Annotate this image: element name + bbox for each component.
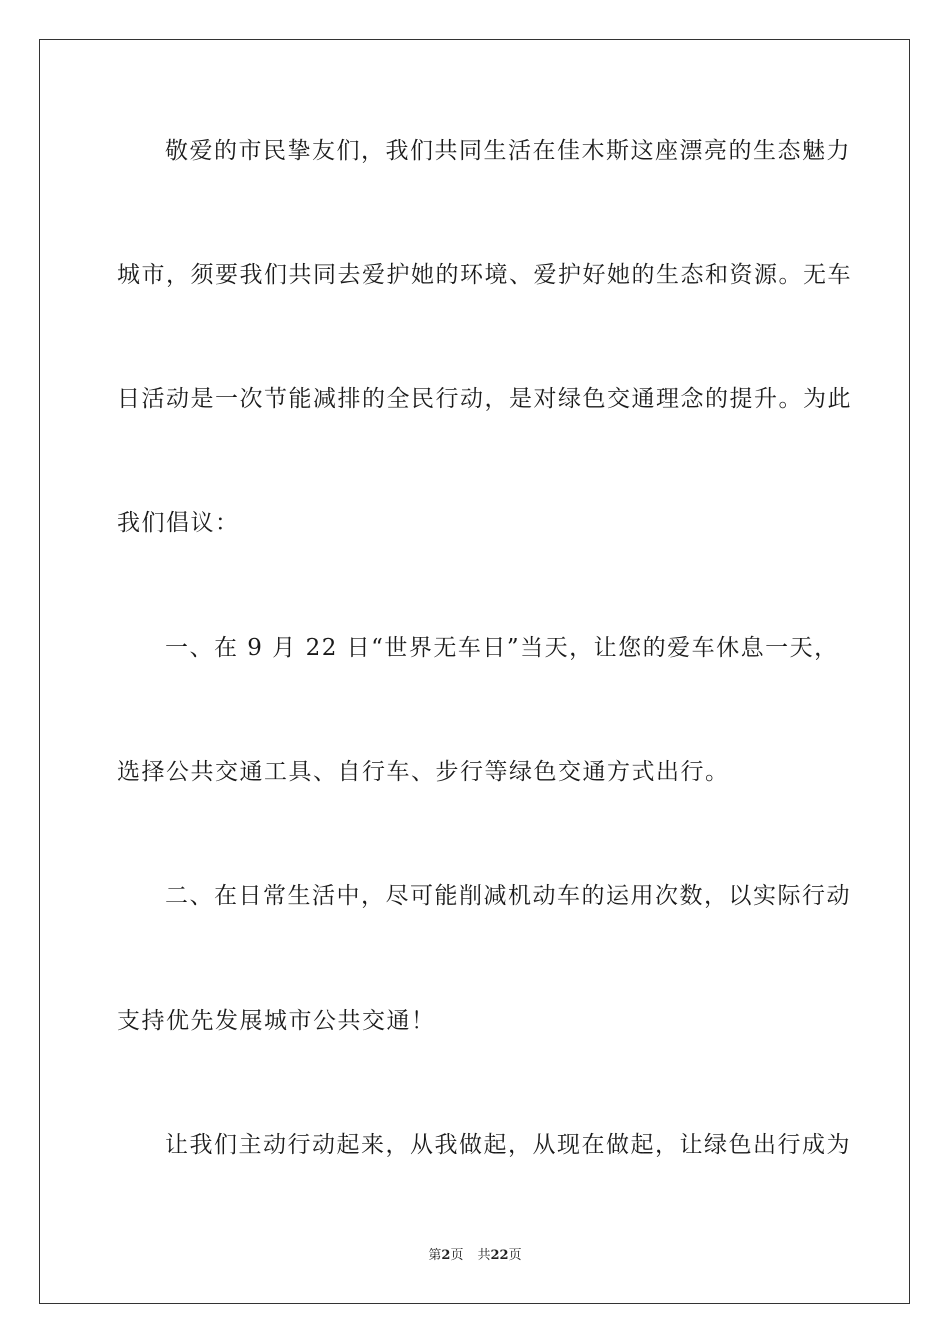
footer-total-suffix: 页 [508,1248,522,1263]
body-line-2: 城市，须要我们共同去爱护她的环境、爱护好她的生态和资源。无车 [117,262,852,288]
body-line-5: 一、在 9 月 22 日“世界无车日”当天，让您的爱车休息一天， [165,635,839,661]
body-line-4: 我们倡议： [117,510,240,536]
body-line-3: 日活动是一次节能减排的全民行动，是对绿色交通理念的提升。为此 [117,386,852,412]
body-line-8: 支持优先发展城市公共交通！ [117,1008,436,1034]
page-border [39,39,910,1304]
footer-total-prefix: 共 [477,1248,491,1263]
body-line-6: 选择公共交通工具、自行车、步行等绿色交通方式出行。 [117,759,730,785]
footer-total-pages: 22 [490,1248,509,1263]
page-footer [0,1247,950,1265]
footer-page-suffix: 页 [450,1248,464,1263]
body-line-1: 敬爱的市民挚友们，我们共同生活在佳木斯这座漂亮的生态魅力 [165,138,851,164]
footer-page-prefix: 第 [428,1248,442,1263]
footer-page-number: 2 [441,1248,451,1263]
body-line-9: 让我们主动行动起来，从我做起，从现在做起，让绿色出行成为 [165,1132,851,1158]
body-line-7: 二、在日常生活中，尽可能削减机动车的运用次数，以实际行动 [165,883,851,909]
